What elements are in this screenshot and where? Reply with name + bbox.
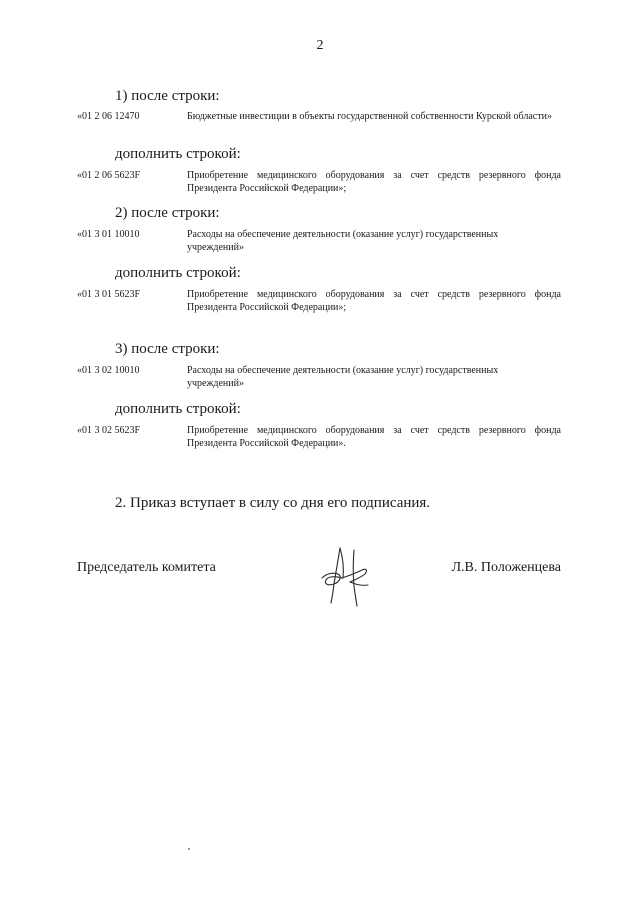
- amendment-1-heading: 1) после строки:: [115, 88, 220, 104]
- amendment-3-add-heading: дополнить строкой:: [115, 401, 241, 417]
- amendment-3-code: «01 3 02 10010: [77, 365, 140, 376]
- amendment-1-code: «01 2 06 12470: [77, 111, 140, 122]
- signer-title: Председатель комитета: [77, 560, 216, 575]
- amendment-2-heading: 2) после строки:: [115, 205, 220, 221]
- amendment-3-added-code: «01 3 02 5623F: [77, 425, 141, 436]
- amendment-2-description: Расходы на обеспечение деятельности (оказание услуг) государственных учреждений»: [187, 229, 499, 253]
- page-number: 2: [316, 38, 324, 53]
- amendment-3-heading: 3) после строки:: [115, 341, 220, 357]
- amendment-3-added-description: Приобретение медицинского оборудования за счет средств резервного фонда Президента Российской Федерации».: [187, 425, 561, 449]
- amendment-2-code: «01 3 01 10010: [77, 229, 140, 240]
- signer-name: Л.В. Положенцева: [451, 560, 561, 575]
- amendment-1-add-heading: дополнить строкой:: [115, 146, 241, 162]
- handwritten-signature: [310, 540, 380, 610]
- amendment-2-add-heading: дополнить строкой:: [115, 265, 241, 281]
- amendment-1-added-description: Приобретение медицинского оборудования за счет средств резервного фонда Президента Российской Федерации»;: [187, 170, 561, 194]
- amendment-1-added-code: «01 2 06 5623F: [77, 170, 141, 181]
- amendment-3-description: Расходы на обеспечение деятельности (оказание услуг) государственных учреждений»: [187, 365, 499, 389]
- scan-speck: [188, 848, 190, 850]
- amendment-2-added-description: Приобретение медицинского оборудования за счет средств резервного фонда Президента Российской Федерации»;: [187, 289, 561, 313]
- amendment-2-added-code: «01 3 01 5623F: [77, 289, 141, 300]
- amendment-1-description: Бюджетные инвестиции в объекты государственной собственности Курской области»: [187, 111, 552, 122]
- clause-2-effective-date: 2. Приказ вступает в силу со дня его подписания.: [115, 495, 431, 511]
